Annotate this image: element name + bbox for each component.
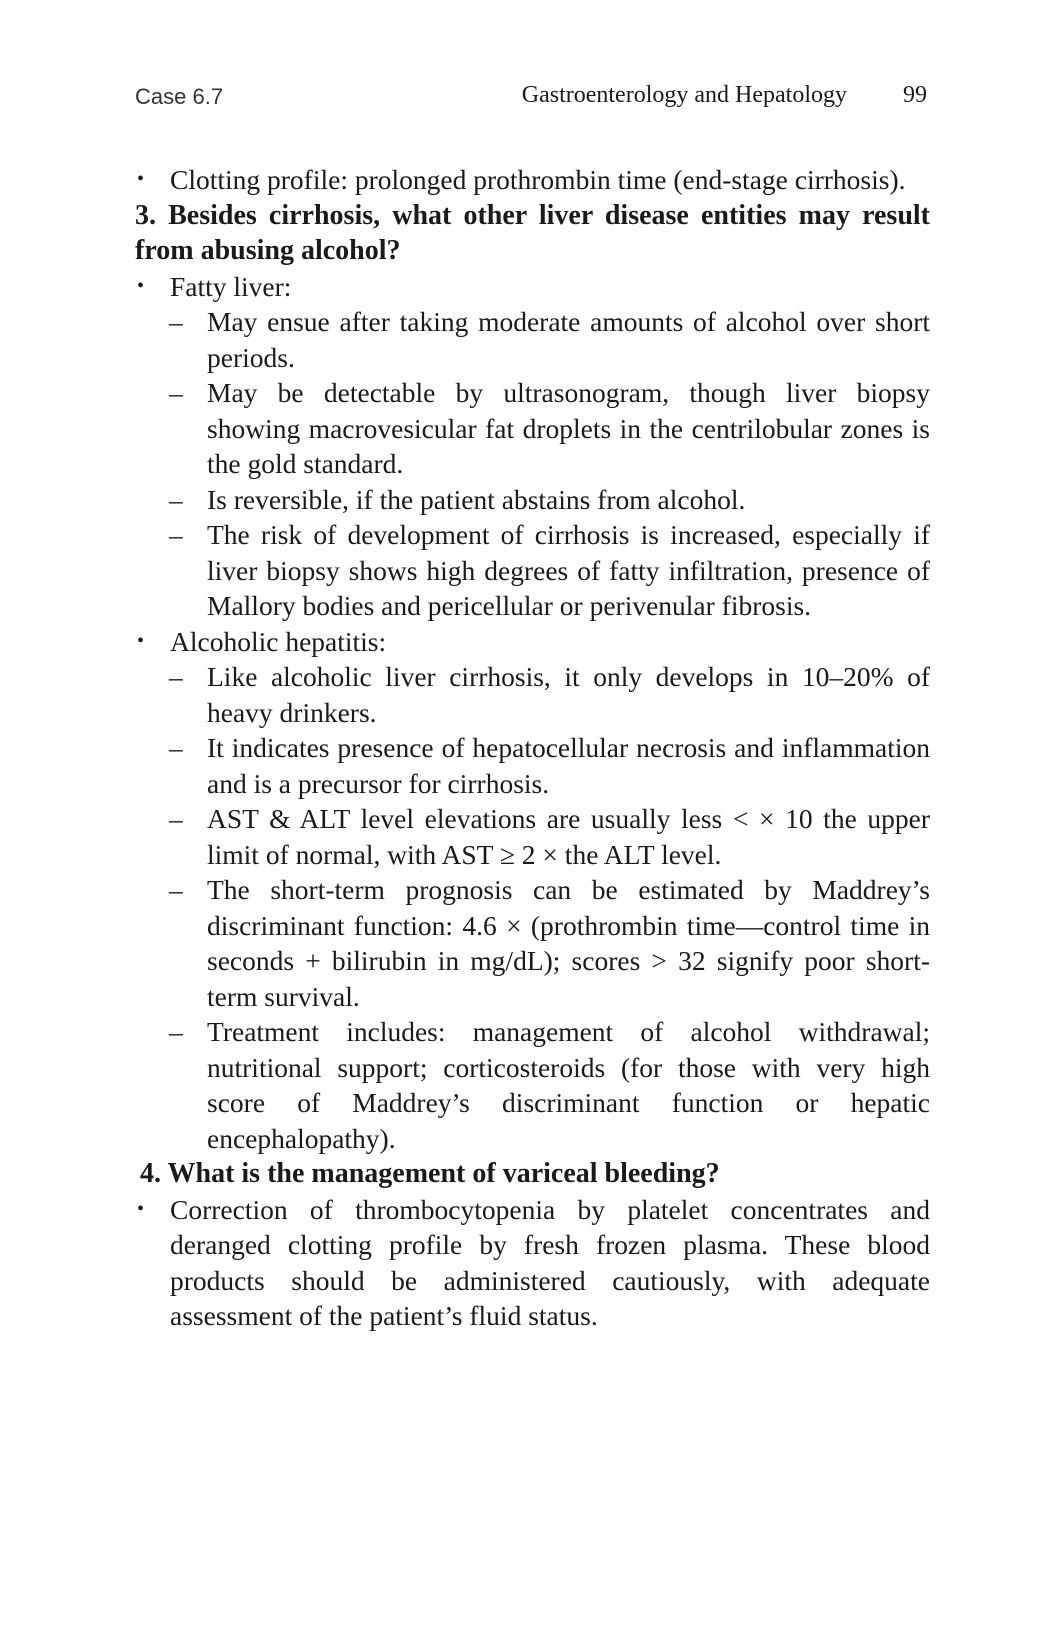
bullet-alcoholic-hepatitis: • Alcoholic hepatitis: (135, 624, 930, 660)
bullet-clotting-profile: • Clotting profile: prolonged prothrombin time (end-stage cirrhosis). (135, 162, 930, 198)
fatty-liver-point-3: – Is reversible, if the patient abstains from alcohol. (135, 482, 930, 518)
page-number: 99 (903, 82, 927, 108)
question-3: 3. Besides cirrhosis, what other liver disease entities may result from abusing alcohol? (135, 199, 930, 266)
page-content (135, 162, 930, 1334)
bullet-fatty-liver: • Fatty liver: (135, 269, 930, 305)
bullet-correction-thrombocytopenia: • Correction of thrombocytopenia by platelet concentrates and deranged clotting profile by fresh frozen plasma. These blood products should be administered cautiously, with adequate assessment of the patient’s fluid status. (135, 1192, 930, 1334)
hepatitis-point-2: – It indicates presence of hepatocellular necrosis and inflammation and is a precursor for cirrhosis. (135, 730, 930, 801)
hepatitis-point-5: – Treatment includes: management of alcohol withdrawal; nutritional support; corticosteroids (for those with very high score of Maddrey’s discriminant function or hepatic encephalopathy). (135, 1014, 930, 1156)
page-header (135, 82, 927, 118)
hepatitis-point-4: – The short-term prognosis can be estimated by Maddrey’s discriminant function: 4.6 × (prothrombin time—control time in seconds + bilirubin in mg/dL); scores > 32 signify poor short-term survival. (135, 872, 930, 1014)
hepatitis-point-1: – Like alcoholic liver cirrhosis, it only develops in 10–20% of heavy drinkers. (135, 659, 930, 730)
hepatitis-point-3: – AST & ALT level elevations are usually less < × 10 the upper limit of normal, with AST ≥ 2 × the ALT level. (135, 801, 930, 872)
running-title: Gastroenterology and Hepatology (521, 82, 847, 108)
fatty-liver-point-2: – May be detectable by ultrasonogram, though liver biopsy showing macrovesicular fat droplets in the centrilobular zones is the gold standard. (135, 375, 930, 482)
fatty-liver-point-4: – The risk of development of cirrhosis is increased, especially if liver biopsy shows high degrees of fatty infiltration, presence of Mallory bodies and pericellular or perivenular fibrosis. (135, 517, 930, 624)
case-label: Case 6.7 (135, 84, 224, 109)
question-4: 4. What is the management of variceal bleeding? (140, 1158, 720, 1189)
fatty-liver-point-1: – May ensue after taking moderate amounts of alcohol over short periods. (135, 304, 930, 375)
